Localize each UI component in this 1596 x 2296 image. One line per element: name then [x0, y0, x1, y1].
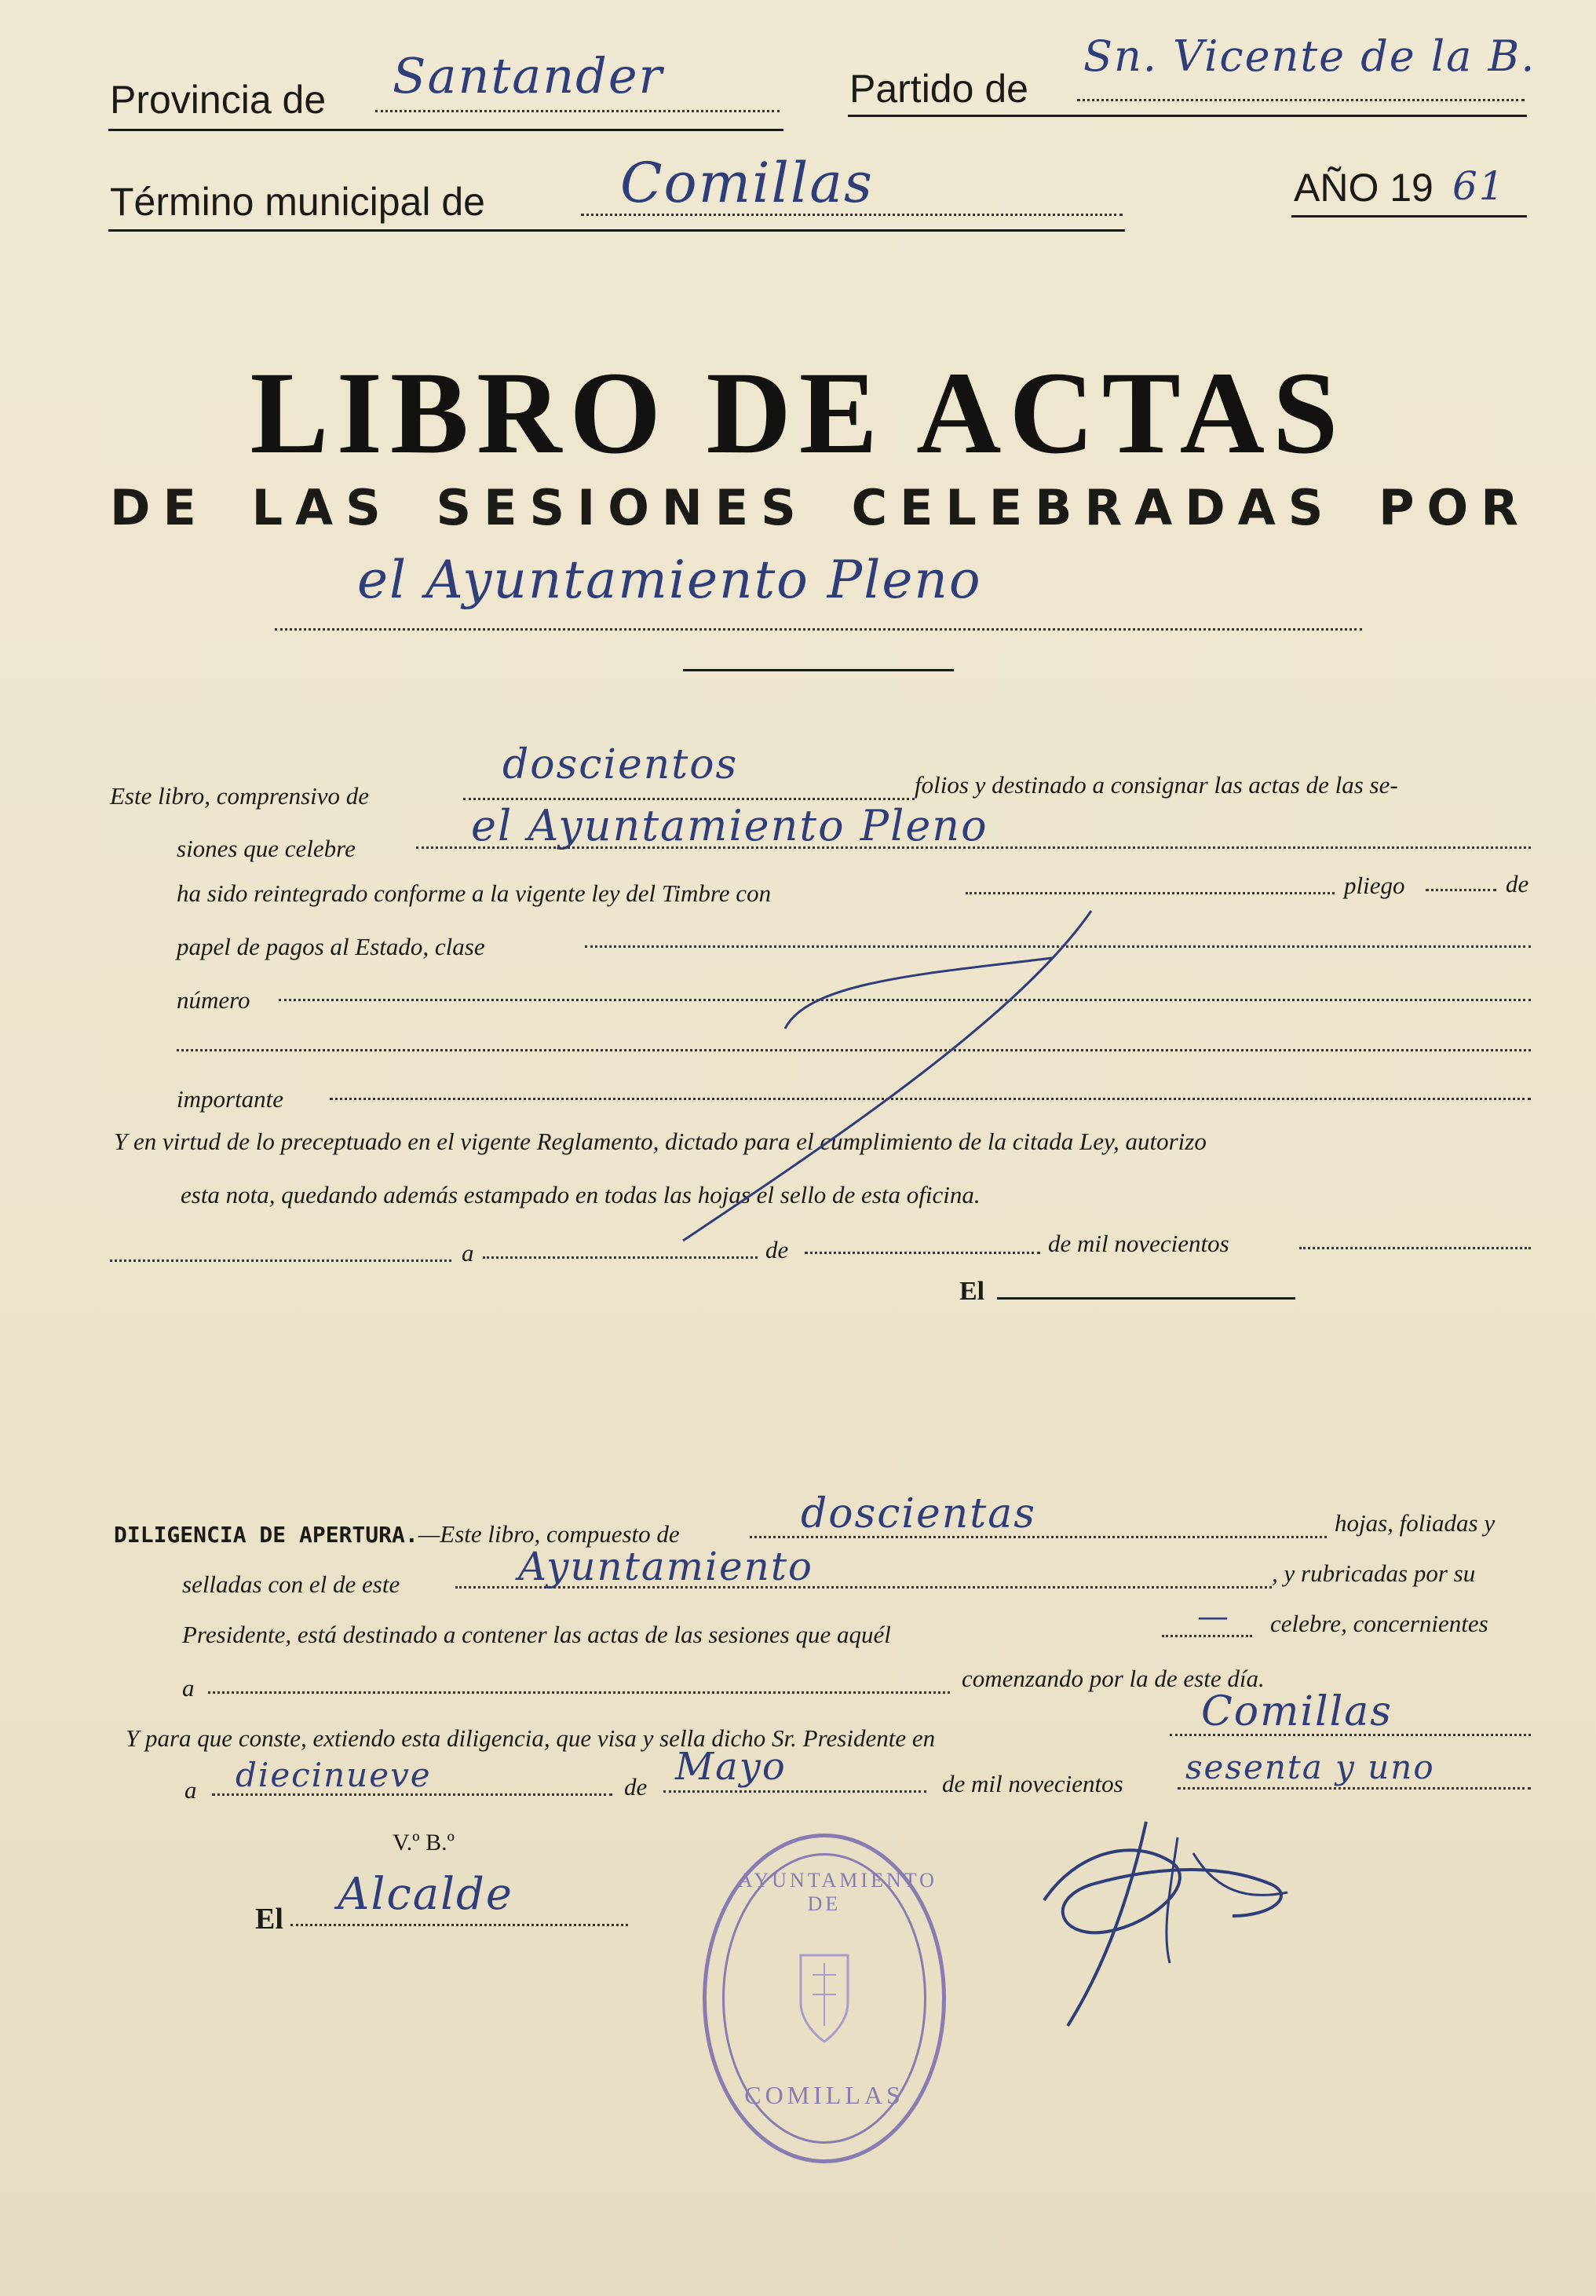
dil-l3-value: — — [1197, 1599, 1230, 1635]
provincia-value: Santander — [393, 47, 664, 104]
cert-el-label: El — [959, 1277, 985, 1306]
dil-l4-dots — [208, 1691, 950, 1694]
dil-heading: DILIGENCIA DE APERTURA. — [114, 1522, 418, 1548]
dil-l6-a: a — [184, 1776, 197, 1804]
body-value: el Ayuntamiento Pleno — [357, 550, 982, 610]
dil-l6-mil: de mil novecientos — [942, 1770, 1123, 1797]
cert-date-mil: de mil novecientos — [1048, 1230, 1229, 1257]
dil-l1-b: hojas, foliadas y — [1335, 1509, 1496, 1537]
subtitle-word: CELEBRADAS — [851, 479, 1336, 536]
dil-l5-dots — [1170, 1734, 1531, 1736]
cert-line9: esta nota, quedando además estampado en todas las hojas el sello de esta oficina. — [181, 1181, 981, 1208]
subtitle-word: LAS — [251, 479, 393, 536]
partido-value: Sn. Vicente de la B. — [1083, 31, 1536, 81]
cert-line1-b: folios y destinado a consignar las actas de las se- — [915, 771, 1398, 799]
cert-date-a: a — [462, 1239, 474, 1267]
dil-l4-b: comenzando por la de este día. — [962, 1665, 1265, 1692]
cert-line3-b: pliego — [1344, 872, 1405, 899]
dil-l6-dots-1 — [212, 1793, 612, 1796]
seal-bottom-text: COMILLAS — [744, 2081, 904, 2109]
cert-line1-value: doscientos — [502, 741, 739, 788]
dil-l6-dots-3 — [1178, 1787, 1531, 1790]
dil-l1-dots — [750, 1536, 1327, 1538]
dil-l5-a: Y para que conste, extiendo esta diligencia, que visa y sella dicho Sr. Presidente en — [126, 1724, 936, 1752]
cert-date-de: de — [765, 1236, 789, 1263]
termino-label: Término municipal de — [110, 180, 485, 224]
dil-el-value: Alcalde — [338, 1869, 513, 1920]
cert-line5: número — [177, 986, 250, 1014]
dil-l3-dots — [1162, 1635, 1252, 1637]
dil-l2-dots — [455, 1586, 1272, 1589]
dil-l2-a: selladas con el de este — [182, 1570, 400, 1598]
vb-label: V.º B.º — [393, 1830, 455, 1855]
cert-line3-a: ha sido reintegrado conforme a la vigente ley del Timbre con — [177, 879, 772, 907]
dil-l1-a: —Este libro, compuesto de — [418, 1520, 680, 1548]
cert-line7: importante — [177, 1085, 284, 1113]
ano-label: AÑO 19 — [1294, 166, 1433, 210]
subtitle-word: SESIONES — [436, 479, 809, 536]
seal-top-text: AYUNTAMIENTO DE — [738, 1869, 937, 1915]
termino-value: Comillas — [620, 151, 874, 215]
cert-line8: Y en virtud de lo preceptuado en el vigente Reglamento, dictado para el cumplimiento de la citada Ley, autorizo — [114, 1128, 1207, 1155]
subtitle-word: DE — [110, 479, 209, 536]
dil-l6-month: Mayo — [675, 1745, 787, 1789]
dil-l2-b: , y rubricadas por su — [1272, 1559, 1476, 1587]
cert-line3-c: de — [1506, 870, 1529, 898]
dil-l6-day: diecinueve — [236, 1756, 432, 1794]
cert-line2-a: siones que celebre — [177, 835, 356, 862]
dil-l2-value: Ayuntamiento — [518, 1544, 814, 1589]
dil-l4-a: a — [182, 1674, 195, 1702]
dil-el-label: El — [255, 1903, 283, 1936]
cert-line4: papel de pagos al Estado, clase — [177, 933, 485, 960]
dil-l1-value: doscientas — [801, 1490, 1036, 1537]
signature-icon — [1013, 1806, 1311, 2042]
page-title: LIBRO DE ACTAS — [250, 348, 1346, 478]
dil-l6-de: de — [624, 1773, 648, 1801]
subtitle-word: POR — [1379, 479, 1531, 536]
dil-l5-value: Comillas — [1201, 1688, 1393, 1735]
dil-l6-year: sesenta y uno — [1185, 1748, 1435, 1786]
partido-label: Partido de — [849, 67, 1028, 111]
dil-l3-a: Presidente, está destinado a contener las actas de las sesiones que aquél — [182, 1621, 891, 1648]
municipal-seal — [703, 1834, 946, 2163]
cert-line1-a: Este libro, comprensivo de — [110, 782, 370, 810]
dil-l3-b: celebre, concernientes — [1270, 1610, 1488, 1637]
provincia-label: Provincia de — [110, 78, 327, 122]
ano-value: 61 — [1452, 163, 1506, 209]
seal-crest-icon — [785, 1940, 864, 2049]
dil-l6-dots-2 — [663, 1790, 926, 1793]
dil-el-dots — [290, 1924, 628, 1926]
cert-line2-value: el Ayuntamiento Pleno — [471, 801, 988, 850]
